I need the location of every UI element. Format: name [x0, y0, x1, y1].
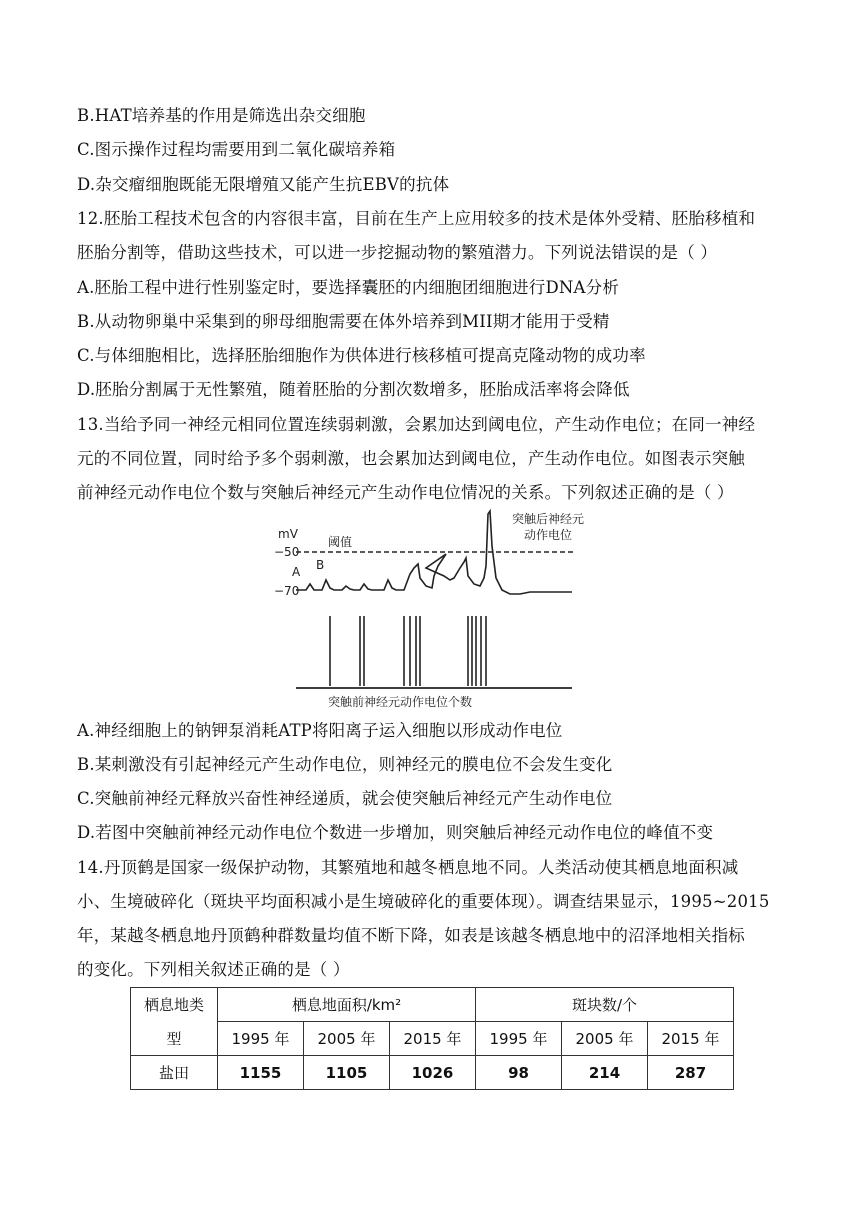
question-12-line-2: 胚胎分割等，借助这些技术，可以进一步挖掘动物的繁殖潜力。下列说法错误的是（ ）: [77, 243, 718, 262]
x-axis-label: 突触前神经元动作电位个数: [328, 695, 473, 709]
header-type-cell-cont: 型: [131, 1022, 218, 1056]
option-12c: C.与体细胞相比，选择胚胎细胞作为供体进行核移植可提高克隆动物的成功率: [77, 346, 646, 365]
option-13b: B.某刺激没有引起神经元产生动作电位，则神经元的膜电位不会发生变化: [77, 755, 613, 774]
question-12-line-1: 12.胚胎工程技术包含的内容很丰富，目前在生产上应用较多的技术是体外受精、胚胎移植和: [77, 209, 756, 228]
question-14-line-2: 小、生境破碎化（斑块平均面积减小是生境破碎化的重要体现）。调查结果显示，1995~2015: [77, 892, 770, 911]
option-11b: B.HAT培养基的作用是筛选出杂交细胞: [77, 106, 366, 125]
label-b: B: [316, 558, 325, 572]
question-13-line-2: 元的不同位置，同时给予多个弱刺激，也会累加达到阈电位，产生动作电位。如图表示突触: [77, 449, 745, 468]
year-cell: 2015 年: [648, 1022, 734, 1056]
option-13d: D.若图中突触前神经元动作电位个数进一步增加，则突触后神经元动作电位的峰值不变: [77, 823, 714, 842]
threshold-label: 阈值: [328, 535, 353, 549]
value-cell: 1026: [390, 1056, 476, 1090]
value-cell: 98: [476, 1056, 562, 1090]
value-cell: 214: [562, 1056, 648, 1090]
header-type-cell: 栖息地类: [131, 988, 218, 1022]
option-11c: C.图示操作过程均需要用到二氧化碳培养箱: [77, 140, 396, 159]
value-cell: 1105: [304, 1056, 390, 1090]
option-12b: B.从动物卵巢中采集到的卵母细胞需要在体外培养到MII期才能用于受精: [77, 312, 610, 331]
year-cell: 1995 年: [218, 1022, 304, 1056]
value-cell: 1155: [218, 1056, 304, 1090]
option-12d: D.胚胎分割属于无性繁殖，随着胚胎的分割次数增多，胚胎成活率将会降低: [77, 380, 630, 399]
question-14-line-3: 年，某越冬栖息地丹顶鹤种群数量均值不断下降，如表是该越冬栖息地中的沼泽地相关指标: [77, 926, 745, 945]
table-header-row-2: [131, 1022, 734, 1056]
question-13-line-3: 前神经元动作电位个数与突触后神经元产生动作电位情况的关系。下列叙述正确的是（ ）: [77, 483, 734, 502]
label-a: A: [292, 565, 301, 579]
post-ap-label-1: 突触后神经元: [512, 512, 585, 526]
year-cell: 2015 年: [390, 1022, 476, 1056]
row-label-cell: 盐田: [131, 1056, 218, 1090]
year-cell: 1995 年: [476, 1022, 562, 1056]
unit-label: mV: [278, 527, 298, 541]
table-row: [131, 1056, 734, 1090]
question-14-line-4: 的变化。下列相关叙述正确的是（ ）: [77, 960, 350, 979]
option-13a: A.神经细胞上的钠钾泵消耗ATP将阳离子运入细胞以形成动作电位: [77, 721, 563, 740]
presynaptic-spikes: [330, 616, 486, 686]
option-11d: D.杂交瘤细胞既能无限增殖又能产生抗EBV的抗体: [77, 175, 450, 194]
table-header-row-1: [131, 988, 734, 1022]
action-potential-figure: [268, 506, 608, 714]
year-cell: 2005 年: [304, 1022, 390, 1056]
option-13c: C.突触前神经元释放兴奋性神经递质，就会使突触后神经元产生动作电位: [77, 789, 613, 808]
option-12a: A.胚胎工程中进行性别鉴定时，要选择囊胚的内细胞团细胞进行DNA分析: [77, 278, 620, 297]
header-area-cell: 栖息地面积/km²: [218, 988, 476, 1022]
value-cell: 287: [648, 1056, 734, 1090]
habitat-table: [130, 987, 734, 1090]
header-patches-cell: 斑块数/个: [476, 988, 734, 1022]
tick-neg50: −50: [274, 545, 300, 559]
tick-neg70: −70: [274, 584, 300, 598]
year-cell: 2005 年: [562, 1022, 648, 1056]
question-14-line-1: 14.丹顶鹤是国家一级保护动物，其繁殖地和越冬栖息地不同。人类活动使其栖息地面积减: [77, 858, 739, 877]
post-ap-label-2: 动作电位: [524, 528, 573, 542]
question-13-line-1: 13.当给予同一神经元相同位置连续弱刺激，会累加达到阈电位，产生动作电位；在同一神经: [77, 415, 756, 434]
